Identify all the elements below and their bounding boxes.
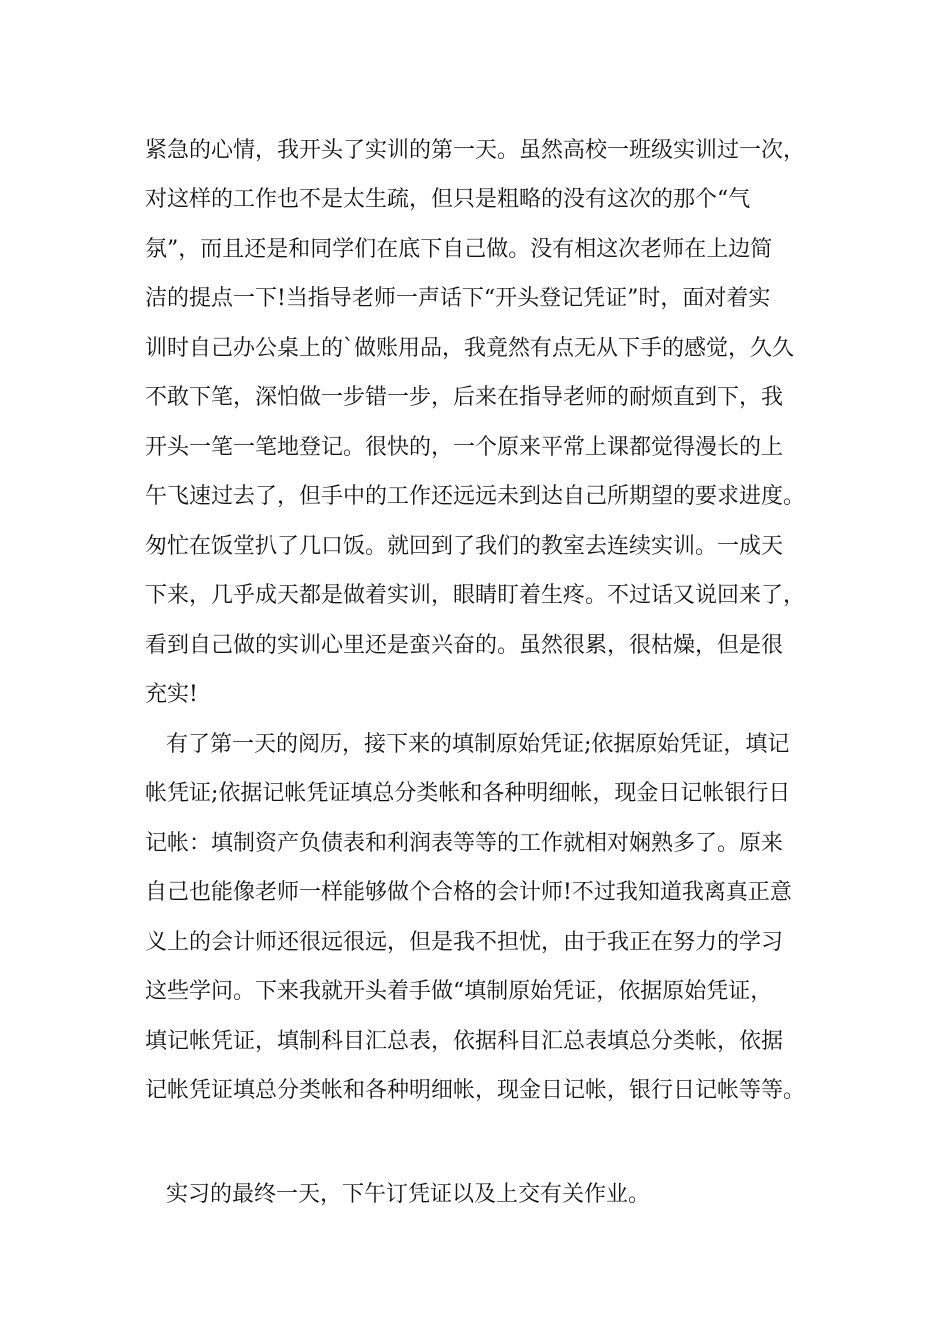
- text-line: 填记帐凭证，填制科目汇总表，依据科目汇总表填总分类帐，依据: [145, 1029, 784, 1054]
- text-line: 氛”，而且还是和同学们在底下自己做。没有相这次老师在上边简: [145, 237, 773, 262]
- text-line: 训时自己办公桌上的`做账用品，我竟然有点无从下手的感觉，久久: [145, 336, 795, 361]
- text-line: 帐凭证;依据记帐凭证填总分类帐和各种明细帐，现金日记帐银行日: [145, 781, 791, 806]
- text-line: 这些学问。下来我就开头着手做“填制原始凭证，依据原始凭证，: [145, 979, 773, 1004]
- text-line: 充实!: [145, 682, 198, 707]
- text-line: 看到自己做的实训心里还是蛮兴奋的。虽然很累，很枯燥，但是很: [145, 633, 784, 658]
- text-line: 对这样的工作也不是太生疏，但只是粗略的没有这次的那个“气: [145, 187, 751, 212]
- text-line: 下来，几乎成天都是做着实训，眼睛盯着生疼。不过话又说回来了，: [145, 583, 806, 608]
- text-line: 紧急的心情，我开头了实训的第一天。虽然高校一班级实训过一次，: [145, 138, 806, 163]
- text-line: 实习的最终一天，下午订凭证以及上交有关作业。: [166, 1182, 651, 1207]
- text-line: 记帐：填制资产负债表和利润表等等的工作就相对娴熟多了。原来: [145, 831, 784, 856]
- text-line: 有了第一天的阅历，接下来的填制原始凭证;依据原始凭证，填记: [166, 732, 790, 757]
- text-line: 洁的提点一下!当指导老师一声话下“开头登记凭证”时，面对着实: [145, 286, 771, 311]
- text-line: 开头一笔一笔地登记。很快的，一个原来平常上课都觉得漫长的上: [145, 435, 784, 460]
- text-line: 匆忙在饭堂扒了几口饭。就回到了我们的教室去连续实训。一成天: [145, 534, 784, 559]
- text-line: 午飞速过去了，但手中的工作还远远未到达自己所期望的要求进度。: [145, 484, 806, 509]
- text-line: 不敢下笔，深怕做一步错一步，后来在指导老师的耐烦直到下，我: [145, 385, 784, 410]
- text-line: 自己也能像老师一样能够做个合格的会计师!不过我知道我离真正意: [145, 880, 792, 905]
- text-line: 义上的会计师还很远很远，但是我不担忧，由于我正在努力的学习: [145, 930, 784, 955]
- text-line: 记帐凭证填总分类帐和各种明细帐，现金日记帐，银行日记帐等等。: [145, 1078, 806, 1103]
